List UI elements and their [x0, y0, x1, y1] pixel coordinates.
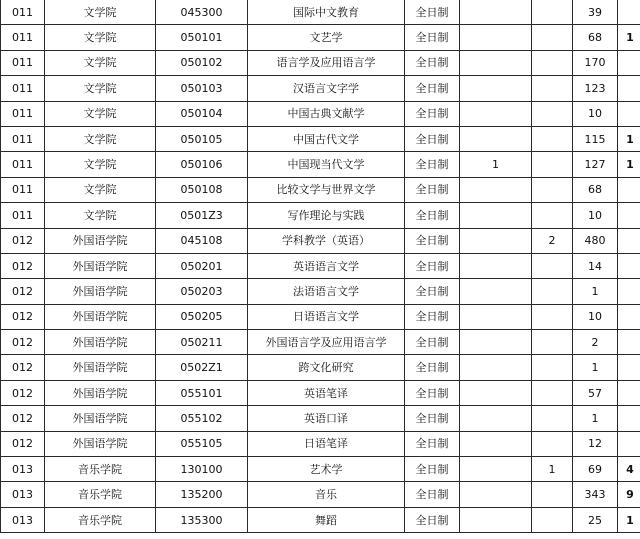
cell-college-code: 012 [1, 380, 45, 405]
cell-count-a [460, 304, 532, 329]
cell-count-c: 12 [573, 431, 618, 456]
cell-count-d: 1 [618, 507, 640, 532]
table-row [1, 126, 640, 151]
cell-study-mode: 全日制 [405, 457, 460, 482]
cell-college: 外国语学院 [45, 253, 156, 278]
cell-college: 音乐学院 [45, 482, 156, 507]
cell-major-name: 英语口译 [248, 406, 405, 431]
cell-count-d [618, 279, 640, 304]
cell-study-mode: 全日制 [405, 177, 460, 202]
cell-count-b [532, 304, 573, 329]
cell-major-code: 055105 [156, 431, 248, 456]
cell-study-mode: 全日制 [405, 507, 460, 532]
cell-major-name: 日语笔译 [248, 431, 405, 456]
cell-count-a [460, 25, 532, 50]
cell-major-name: 英语笔译 [248, 380, 405, 405]
cell-college: 文学院 [45, 25, 156, 50]
cell-count-c: 68 [573, 177, 618, 202]
cell-count-d [618, 0, 640, 25]
cell-major-name: 学科教学（英语） [248, 228, 405, 253]
cell-count-c: 2 [573, 330, 618, 355]
cell-major-code: 045108 [156, 228, 248, 253]
cell-major-name: 汉语言文字学 [248, 76, 405, 101]
cell-college-code: 011 [1, 101, 45, 126]
cell-college-code: 012 [1, 355, 45, 380]
cell-count-b [532, 177, 573, 202]
table-row [1, 177, 640, 202]
cell-major-name: 中国古代文学 [248, 126, 405, 151]
cell-major-name: 中国古典文献学 [248, 101, 405, 126]
cell-count-d [618, 177, 640, 202]
cell-college: 外国语学院 [45, 330, 156, 355]
cell-study-mode: 全日制 [405, 330, 460, 355]
cell-count-d [618, 431, 640, 456]
cell-college-code: 013 [1, 482, 45, 507]
cell-count-a [460, 431, 532, 456]
table-row [1, 355, 640, 380]
cell-count-c: 14 [573, 253, 618, 278]
cell-major-name: 外国语言学及应用语言学 [248, 330, 405, 355]
cell-count-c: 127 [573, 152, 618, 177]
cell-major-code: 135200 [156, 482, 248, 507]
cell-count-c: 10 [573, 101, 618, 126]
cell-study-mode: 全日制 [405, 279, 460, 304]
cell-count-c: 343 [573, 482, 618, 507]
cell-college: 文学院 [45, 50, 156, 75]
cell-count-c: 123 [573, 76, 618, 101]
cell-college-code: 011 [1, 50, 45, 75]
cell-count-b [532, 203, 573, 228]
table-row [1, 76, 640, 101]
cell-count-a [460, 457, 532, 482]
cell-study-mode: 全日制 [405, 203, 460, 228]
cell-college: 外国语学院 [45, 228, 156, 253]
table-body [1, 0, 640, 533]
cell-major-code: 130100 [156, 457, 248, 482]
table-row [1, 482, 640, 507]
cell-major-name: 文艺学 [248, 25, 405, 50]
cell-study-mode: 全日制 [405, 431, 460, 456]
cell-study-mode: 全日制 [405, 304, 460, 329]
cell-count-d: 1 [618, 152, 640, 177]
cell-college: 文学院 [45, 203, 156, 228]
cell-count-d [618, 380, 640, 405]
cell-major-name: 英语语言文学 [248, 253, 405, 278]
cell-count-a [460, 330, 532, 355]
cell-college-code: 011 [1, 126, 45, 151]
cell-college-code: 012 [1, 279, 45, 304]
cell-count-c: 1 [573, 406, 618, 431]
cell-major-name: 比较文学与世界文学 [248, 177, 405, 202]
cell-count-b [532, 330, 573, 355]
table-row [1, 25, 640, 50]
cell-major-name: 法语语言文学 [248, 279, 405, 304]
table-row [1, 228, 640, 253]
cell-count-d [618, 355, 640, 380]
cell-study-mode: 全日制 [405, 482, 460, 507]
cell-count-d: 9 [618, 482, 640, 507]
cell-major-name: 写作理论与实践 [248, 203, 405, 228]
cell-count-d [618, 253, 640, 278]
cell-count-c: 10 [573, 203, 618, 228]
cell-study-mode: 全日制 [405, 253, 460, 278]
cell-college-code: 012 [1, 406, 45, 431]
cell-count-b [532, 50, 573, 75]
cell-college-code: 012 [1, 431, 45, 456]
cell-count-a [460, 76, 532, 101]
cell-count-d: 1 [618, 126, 640, 151]
cell-count-c: 69 [573, 457, 618, 482]
cell-major-name: 语言学及应用语言学 [248, 50, 405, 75]
cell-major-code: 055102 [156, 406, 248, 431]
cell-count-b [532, 482, 573, 507]
cell-count-c: 1 [573, 279, 618, 304]
table-row [1, 203, 640, 228]
cell-count-c: 39 [573, 0, 618, 25]
cell-major-name: 中国现当代文学 [248, 152, 405, 177]
cell-study-mode: 全日制 [405, 380, 460, 405]
table-row [1, 253, 640, 278]
cell-major-name: 日语语言文学 [248, 304, 405, 329]
table-row [1, 406, 640, 431]
cell-study-mode: 全日制 [405, 406, 460, 431]
cell-college: 外国语学院 [45, 406, 156, 431]
cell-major-code: 050201 [156, 253, 248, 278]
cell-college-code: 013 [1, 507, 45, 532]
cell-count-b [532, 380, 573, 405]
cell-college: 文学院 [45, 126, 156, 151]
cell-count-b: 2 [532, 228, 573, 253]
cell-count-a [460, 406, 532, 431]
cell-major-code: 050203 [156, 279, 248, 304]
cell-count-a [460, 253, 532, 278]
cell-count-a [460, 126, 532, 151]
table-row [1, 431, 640, 456]
cell-count-d [618, 330, 640, 355]
table-row [1, 50, 640, 75]
cell-count-a [460, 279, 532, 304]
cell-study-mode: 全日制 [405, 101, 460, 126]
cell-count-a [460, 380, 532, 405]
table-row [1, 152, 640, 177]
cell-study-mode: 全日制 [405, 0, 460, 25]
cell-count-a [460, 228, 532, 253]
cell-count-b [532, 279, 573, 304]
cell-college-code: 012 [1, 304, 45, 329]
cell-count-b: 1 [532, 457, 573, 482]
cell-college: 文学院 [45, 76, 156, 101]
cell-major-code: 050205 [156, 304, 248, 329]
cell-college-code: 011 [1, 0, 45, 25]
cell-major-name: 艺术学 [248, 457, 405, 482]
cell-count-a [460, 507, 532, 532]
cell-count-d: 4 [618, 457, 640, 482]
cell-count-a [460, 203, 532, 228]
table-row [1, 507, 640, 532]
cell-major-code: 050101 [156, 25, 248, 50]
table-row [1, 330, 640, 355]
cell-count-d [618, 101, 640, 126]
cell-count-b [532, 152, 573, 177]
cell-college: 文学院 [45, 101, 156, 126]
table-row [1, 0, 640, 25]
cell-major-code: 0501Z3 [156, 203, 248, 228]
cell-college-code: 011 [1, 76, 45, 101]
cell-count-c: 57 [573, 380, 618, 405]
cell-college: 外国语学院 [45, 431, 156, 456]
cell-count-a: 1 [460, 152, 532, 177]
cell-college: 外国语学院 [45, 304, 156, 329]
table-row [1, 380, 640, 405]
cell-college: 外国语学院 [45, 355, 156, 380]
table-row [1, 101, 640, 126]
cell-college: 外国语学院 [45, 279, 156, 304]
cell-college-code: 011 [1, 203, 45, 228]
cell-count-d [618, 228, 640, 253]
cell-college-code: 011 [1, 177, 45, 202]
cell-count-b [532, 126, 573, 151]
cell-study-mode: 全日制 [405, 50, 460, 75]
cell-study-mode: 全日制 [405, 25, 460, 50]
cell-college-code: 012 [1, 253, 45, 278]
cell-study-mode: 全日制 [405, 126, 460, 151]
cell-count-d: 1 [618, 25, 640, 50]
cell-study-mode: 全日制 [405, 152, 460, 177]
cell-count-a [460, 50, 532, 75]
cell-major-code: 050106 [156, 152, 248, 177]
cell-count-b [532, 406, 573, 431]
cell-count-c: 68 [573, 25, 618, 50]
cell-major-name: 音乐 [248, 482, 405, 507]
cell-college: 音乐学院 [45, 457, 156, 482]
cell-count-b [532, 25, 573, 50]
cell-count-b [532, 0, 573, 25]
cell-major-code: 050103 [156, 76, 248, 101]
cell-count-c: 480 [573, 228, 618, 253]
cell-major-code: 050211 [156, 330, 248, 355]
cell-major-code: 045300 [156, 0, 248, 25]
cell-study-mode: 全日制 [405, 355, 460, 380]
cell-count-a [460, 101, 532, 126]
cell-count-d [618, 203, 640, 228]
cell-count-d [618, 50, 640, 75]
table-row [1, 279, 640, 304]
cell-college-code: 013 [1, 457, 45, 482]
table-row [1, 304, 640, 329]
cell-count-b [532, 355, 573, 380]
cell-college-code: 011 [1, 152, 45, 177]
cell-college-code: 012 [1, 330, 45, 355]
cell-college: 外国语学院 [45, 380, 156, 405]
cell-count-d [618, 304, 640, 329]
cell-college-code: 011 [1, 25, 45, 50]
cell-college: 文学院 [45, 152, 156, 177]
cell-count-b [532, 507, 573, 532]
cell-count-a [460, 0, 532, 25]
cell-major-code: 135300 [156, 507, 248, 532]
cell-count-a [460, 177, 532, 202]
cell-count-c: 115 [573, 126, 618, 151]
cell-college: 文学院 [45, 177, 156, 202]
cell-count-d [618, 76, 640, 101]
cell-count-d [618, 406, 640, 431]
cell-count-b [532, 76, 573, 101]
cell-college: 音乐学院 [45, 507, 156, 532]
cell-count-b [532, 253, 573, 278]
table-row [1, 457, 640, 482]
cell-count-c: 25 [573, 507, 618, 532]
cell-count-b [532, 101, 573, 126]
cell-count-a [460, 482, 532, 507]
cell-major-code: 050108 [156, 177, 248, 202]
cell-major-name: 国际中文教育 [248, 0, 405, 25]
cell-major-code: 055101 [156, 380, 248, 405]
cell-college: 文学院 [45, 0, 156, 25]
cell-count-b [532, 431, 573, 456]
cell-study-mode: 全日制 [405, 228, 460, 253]
cell-major-name: 跨文化研究 [248, 355, 405, 380]
cell-major-code: 050105 [156, 126, 248, 151]
cell-major-code: 050102 [156, 50, 248, 75]
cell-college-code: 012 [1, 228, 45, 253]
cell-count-c: 1 [573, 355, 618, 380]
cell-major-name: 舞蹈 [248, 507, 405, 532]
cell-major-code: 050104 [156, 101, 248, 126]
cell-major-code: 0502Z1 [156, 355, 248, 380]
cell-count-a [460, 355, 532, 380]
cell-count-c: 170 [573, 50, 618, 75]
cell-study-mode: 全日制 [405, 76, 460, 101]
cell-count-c: 10 [573, 304, 618, 329]
